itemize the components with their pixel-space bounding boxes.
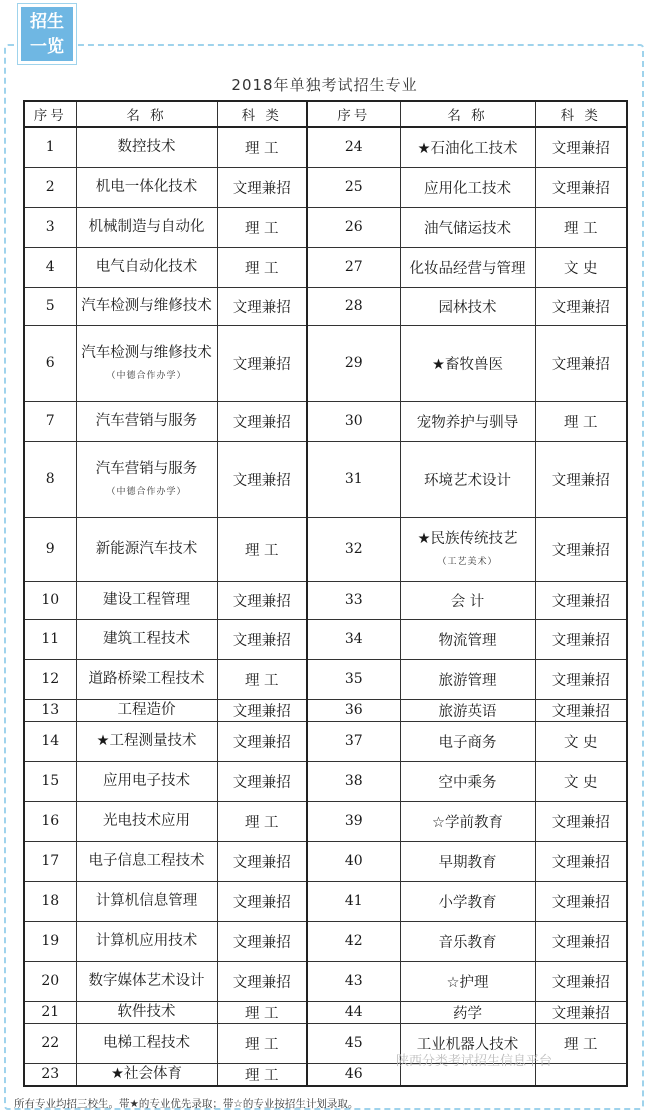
- row-no: 36: [307, 699, 400, 721]
- program-type: 文理兼招: [217, 581, 307, 619]
- program-type: 理 工: [535, 401, 627, 441]
- program-name: 建设工程管理: [76, 581, 217, 619]
- program-name: 音乐教育: [400, 921, 535, 961]
- program-type: 文理兼招: [535, 881, 627, 921]
- row-no: 41: [307, 881, 400, 921]
- table-row: [24, 441, 627, 517]
- program-name: 数字媒体艺术设计: [76, 961, 217, 1001]
- program-name: 应用化工技术: [400, 167, 535, 207]
- program-type: 理 工: [217, 247, 307, 287]
- table-row: [24, 801, 627, 841]
- program-name: ★社会体育: [76, 1063, 217, 1086]
- table-row: [24, 659, 627, 699]
- program-name: [76, 325, 217, 401]
- program-type: 理 工: [217, 1063, 307, 1086]
- row-no: 27: [307, 247, 400, 287]
- row-no: 17: [24, 841, 76, 881]
- program-type: 理 工: [217, 207, 307, 247]
- header-no: 序号: [24, 101, 76, 127]
- program-type: 文理兼招: [535, 659, 627, 699]
- program-type: 文理兼招: [535, 699, 627, 721]
- program-type: 文理兼招: [217, 761, 307, 801]
- section-tag-line2: 一览: [30, 37, 64, 57]
- program-type: 文理兼招: [535, 619, 627, 659]
- program-type: 文理兼招: [535, 581, 627, 619]
- table-row: [24, 247, 627, 287]
- program-name: 道路桥梁工程技术: [76, 659, 217, 699]
- row-no: 30: [307, 401, 400, 441]
- program-name: 电气自动化技术: [76, 247, 217, 287]
- program-name: 机械制造与自动化: [76, 207, 217, 247]
- row-no: 6: [24, 325, 76, 401]
- program-name: 小学教育: [400, 881, 535, 921]
- table-row: [24, 287, 627, 325]
- row-no: 33: [307, 581, 400, 619]
- footnote: 所有专业均招三校生。带★的专业优先录取；带☆的专业按招生计划录取。: [14, 1098, 359, 1110]
- row-no: 24: [307, 127, 400, 167]
- row-no: 9: [24, 517, 76, 581]
- program-name: 会 计: [400, 581, 535, 619]
- header-name: 名 称: [400, 101, 535, 127]
- program-type: 文 史: [535, 761, 627, 801]
- program-type: 文理兼招: [535, 801, 627, 841]
- program-name: 电子商务: [400, 721, 535, 761]
- table-row: [24, 401, 627, 441]
- header-no: 序号: [307, 101, 400, 127]
- program-type: 文理兼招: [535, 517, 627, 581]
- row-no: 7: [24, 401, 76, 441]
- table-row: [24, 1001, 627, 1023]
- row-no: 3: [24, 207, 76, 247]
- program-type: 文理兼招: [535, 841, 627, 881]
- program-type: 理 工: [535, 1023, 627, 1063]
- table-body: [24, 127, 627, 1086]
- program-name-subtext: （工艺美术）: [437, 557, 498, 567]
- program-name: 计算机信息管理: [76, 881, 217, 921]
- program-name: 旅游管理: [400, 659, 535, 699]
- program-name: 应用电子技术: [76, 761, 217, 801]
- row-no: 20: [24, 961, 76, 1001]
- section-tag-line1: 招生: [30, 12, 64, 32]
- row-no: 16: [24, 801, 76, 841]
- row-no: 21: [24, 1001, 76, 1023]
- program-type: 文理兼招: [217, 325, 307, 401]
- program-name: 工业机器人技术: [400, 1023, 535, 1063]
- table-row: [24, 881, 627, 921]
- row-no: 8: [24, 441, 76, 517]
- row-no: 34: [307, 619, 400, 659]
- program-name: 油气储运技术: [400, 207, 535, 247]
- program-type: 文理兼招: [535, 921, 627, 961]
- program-name-subtext: （中德合作办学）: [106, 487, 187, 497]
- program-name: 化妆品经营与管理: [400, 247, 535, 287]
- row-no: 13: [24, 699, 76, 721]
- row-no: 45: [307, 1023, 400, 1063]
- program-type: 文 史: [535, 721, 627, 761]
- table-row: [24, 619, 627, 659]
- program-name: 旅游英语: [400, 699, 535, 721]
- program-name: 工程造价: [76, 699, 217, 721]
- row-no: 35: [307, 659, 400, 699]
- program-type: 理 工: [217, 1001, 307, 1023]
- table-row: [24, 699, 627, 721]
- program-type: 文理兼招: [535, 441, 627, 517]
- program-type: 文理兼招: [217, 287, 307, 325]
- row-no: 15: [24, 761, 76, 801]
- program-type: 理 工: [217, 127, 307, 167]
- program-name: 数控技术: [76, 127, 217, 167]
- program-name: ★石油化工技术: [400, 127, 535, 167]
- program-name: 早期教育: [400, 841, 535, 881]
- program-type: 理 工: [535, 207, 627, 247]
- program-type: 文理兼招: [217, 881, 307, 921]
- table-row: [24, 517, 627, 581]
- program-name-text: 汽车营销与服务: [95, 461, 198, 477]
- program-name: 园林技术: [400, 287, 535, 325]
- program-type: 文理兼招: [535, 1001, 627, 1023]
- program-type: 文理兼招: [217, 441, 307, 517]
- table-row: [24, 325, 627, 401]
- program-type: 文理兼招: [217, 721, 307, 761]
- row-no: 2: [24, 167, 76, 207]
- program-name: 电子信息工程技术: [76, 841, 217, 881]
- table-row: [24, 167, 627, 207]
- table-row: [24, 961, 627, 1001]
- row-no: 26: [307, 207, 400, 247]
- program-type: 文理兼招: [217, 921, 307, 961]
- row-no: 40: [307, 841, 400, 881]
- table-row: [24, 761, 627, 801]
- program-name: 计算机应用技术: [76, 921, 217, 961]
- program-type: 理 工: [217, 1023, 307, 1063]
- program-type: 文理兼招: [217, 961, 307, 1001]
- program-name: [76, 441, 217, 517]
- program-table: [23, 100, 628, 1087]
- program-name: 软件技术: [76, 1001, 217, 1023]
- row-no: 42: [307, 921, 400, 961]
- table-row: [24, 207, 627, 247]
- row-no: 29: [307, 325, 400, 401]
- program-type: 文理兼招: [217, 841, 307, 881]
- row-no: 23: [24, 1063, 76, 1086]
- row-no: 11: [24, 619, 76, 659]
- row-no: 43: [307, 961, 400, 1001]
- row-no: 5: [24, 287, 76, 325]
- program-type: 文理兼招: [535, 287, 627, 325]
- row-no: 44: [307, 1001, 400, 1023]
- program-name: 环境艺术设计: [400, 441, 535, 517]
- header-type: 科 类: [535, 101, 627, 127]
- table-row: [24, 921, 627, 961]
- program-name: 建筑工程技术: [76, 619, 217, 659]
- program-type: 理 工: [217, 517, 307, 581]
- program-name: ★畜牧兽医: [400, 325, 535, 401]
- program-type: 文理兼招: [217, 619, 307, 659]
- row-no: 22: [24, 1023, 76, 1063]
- program-name: 电梯工程技术: [76, 1023, 217, 1063]
- row-no: 38: [307, 761, 400, 801]
- program-type: 理 工: [217, 801, 307, 841]
- row-no: 32: [307, 517, 400, 581]
- row-no: 39: [307, 801, 400, 841]
- table-title: 2018年单独考试招生专业: [231, 76, 418, 94]
- program-name: 汽车检测与维修技术: [76, 287, 217, 325]
- row-no: 28: [307, 287, 400, 325]
- table-row: [24, 841, 627, 881]
- row-no: 14: [24, 721, 76, 761]
- row-no: 25: [307, 167, 400, 207]
- program-name: 药学: [400, 1001, 535, 1023]
- table-row: [24, 721, 627, 761]
- table-row: [24, 127, 627, 167]
- program-type: 文理兼招: [217, 401, 307, 441]
- row-no: 46: [307, 1063, 400, 1086]
- section-tag: [18, 4, 76, 64]
- program-name-subtext: （中德合作办学）: [106, 371, 187, 381]
- row-no: 12: [24, 659, 76, 699]
- program-name: 宠物养护与驯导: [400, 401, 535, 441]
- row-no: 1: [24, 127, 76, 167]
- table-row: [24, 581, 627, 619]
- program-type: 理 工: [217, 659, 307, 699]
- row-no: 4: [24, 247, 76, 287]
- program-type: 文理兼招: [535, 167, 627, 207]
- program-type: 文理兼招: [217, 699, 307, 721]
- program-name: 光电技术应用: [76, 801, 217, 841]
- program-name: 汽车营销与服务: [76, 401, 217, 441]
- program-name-text: 汽车检测与维修技术: [81, 345, 212, 361]
- row-no: 31: [307, 441, 400, 517]
- program-name: 新能源汽车技术: [76, 517, 217, 581]
- watermark: 陕西分类考试招生信息平台: [396, 1054, 553, 1069]
- program-name: ☆学前教育: [400, 801, 535, 841]
- row-no: 18: [24, 881, 76, 921]
- program-name: [400, 517, 535, 581]
- program-type: 文 史: [535, 247, 627, 287]
- program-name: 机电一体化技术: [76, 167, 217, 207]
- program-name: ★工程测量技术: [76, 721, 217, 761]
- row-no: 10: [24, 581, 76, 619]
- row-no: 19: [24, 921, 76, 961]
- program-type: 文理兼招: [535, 325, 627, 401]
- program-name: 空中乘务: [400, 761, 535, 801]
- row-no: 37: [307, 721, 400, 761]
- program-type: 文理兼招: [217, 167, 307, 207]
- program-type: 文理兼招: [535, 127, 627, 167]
- table-header-row: [24, 101, 627, 127]
- header-type: 科 类: [217, 101, 307, 127]
- program-name-text: ★民族传统技艺: [417, 531, 518, 547]
- program-name: ☆护理: [400, 961, 535, 1001]
- program-name: 物流管理: [400, 619, 535, 659]
- program-type: 文理兼招: [535, 961, 627, 1001]
- header-name: 名 称: [76, 101, 217, 127]
